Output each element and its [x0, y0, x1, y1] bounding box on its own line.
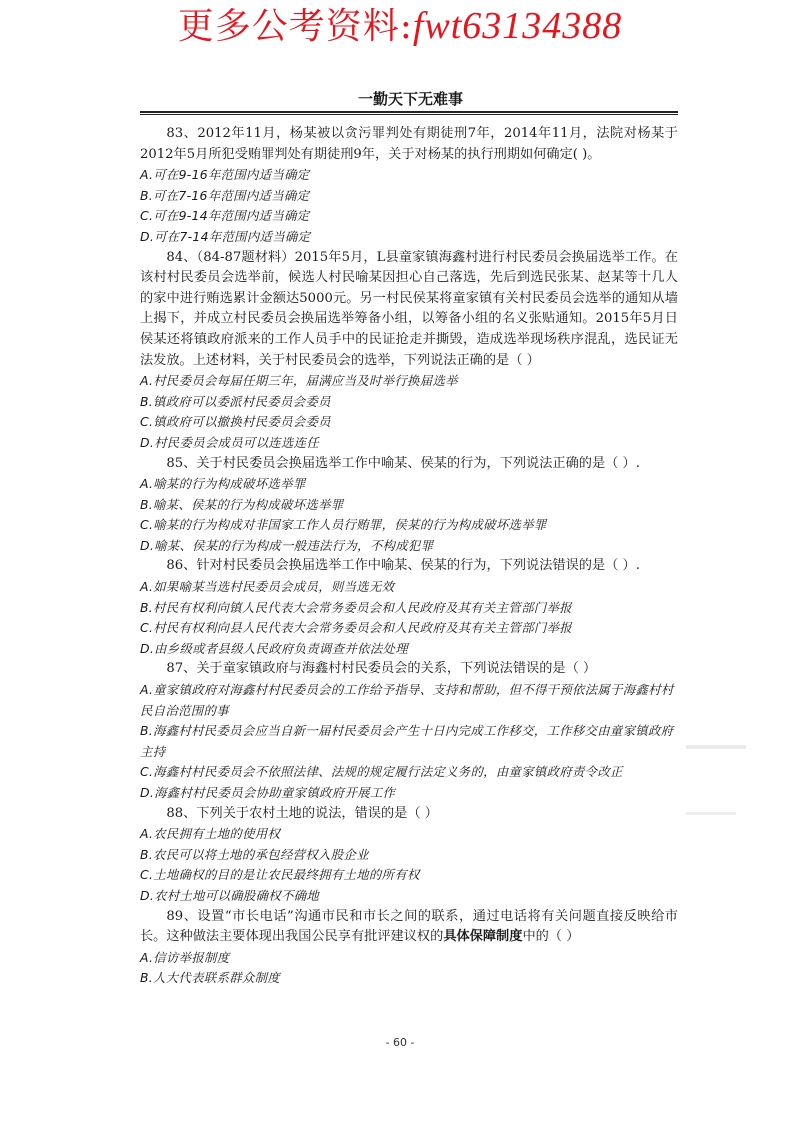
option: D.喻某、侯某的行为构成一般违法行为，不构成犯罪 [140, 537, 434, 553]
question-stem-text: 中的（ ） [522, 929, 580, 945]
option: A.如果喻某当选村民委员会成员，则当选无效 [140, 579, 395, 595]
option: B.人大代表联系群众制度 [140, 970, 280, 986]
option: C.土地确权的目的是让农民最终拥有土地的所有权 [140, 867, 420, 883]
scan-artifact [686, 745, 746, 749]
option: B.村民有权利向镇人民代表大会常务委员会和人民政府及其有关主管部门举报 [140, 599, 572, 615]
question-body [140, 124, 678, 989]
question-stem: 84、（84-87题材料）2015年5月，L县童家镇海鑫村进行村民委员会换届选举工作。在该村村民委员会选举前，候选人村民喻某因担心自己落选，先后到选民张某、赵某等十几人的家中进行贿选累计金额达5000元。另一村民侯某将童家镇有关村民委员会选举的通知从墙上揭下，并成立村民委员会换届选举筹备小组，以筹备小组的名义张贴通知。2015年5月日侯某还将镇政府派来的工作人员手中的民证抢走并撕毁，造成选举现场秩序混乱，选民证无法发放。上述材料，关于村民委员会的选举，下列说法正确的是（ ） [140, 249, 678, 368]
option: C.喻某的行为构成对非国家工作人员行贿罪，侯某的行为构成破坏选举罪 [140, 517, 547, 533]
header-rule [140, 111, 678, 113]
option: B.海鑫村村民委员会应当自新一届村民委员会产生十日内完成工作移交，工作移交由童家镇政府主持 [140, 723, 674, 759]
option: A.村民委员会每届任期三年，届满应当及时举行换届选举 [140, 373, 458, 389]
option: D.村民委员会成员可以连选连任 [140, 434, 320, 450]
header-rule-thin [140, 114, 678, 115]
option: C.镇政府可以撤换村民委员会委员 [140, 414, 331, 430]
watermark-prefix: 更多公考资料: [177, 6, 413, 47]
option: D.可在7-14年范围内适当确定 [140, 228, 311, 244]
question-stem: 83、2012年11月，杨某被以贪污罪判处有期徒刑7年，2014年11月，法院对杨某于2012年5月所犯受贿罪判处有期徒刑9年，关于对杨某的执行刑期如何确定( )。 [140, 126, 678, 162]
option: C.可在9-14年范围内适当确定 [140, 208, 310, 224]
option: A.童家镇政府对海鑫村村民委员会的工作给予指导、支持和帮助，但不得干预依法属于海鑫村村民自治范围的事 [140, 682, 674, 718]
option: B.可在7-16年范围内适当确定 [140, 187, 310, 203]
page-number: - 60 - [385, 1036, 415, 1049]
option: A.喻某的行为构成破坏选举罪 [140, 476, 306, 492]
question-stem-text: 89、设置“市长电话”沟通市民和市长之间的联系，通过电话将有关问题直接反映给市长。这种做法主要体现出我国公民享有批评建议权的 [140, 908, 678, 945]
question-stem: 85、关于村民委员会换届选举工作中喻某、侯某的行为，下列说法正确的是（ ）. [166, 455, 640, 471]
watermark-banner [0, 4, 800, 49]
option: D.海鑫村村民委员会协助童家镇政府开展工作 [140, 785, 396, 800]
question-stem: 86、针对村民委员会换届选举工作中喻某、侯某的行为，下列说法错误的是（ ）. [166, 558, 640, 574]
option: A.信访举报制度 [140, 949, 230, 965]
option: B.喻某、侯某的行为构成破坏选举罪 [140, 496, 344, 512]
option: D.农村土地可以确股确权不确地 [140, 887, 320, 903]
option: B.农民可以将土地的承包经营权入股企业 [140, 846, 369, 862]
option: C.海鑫村村民委员会不依照法律、法规的规定履行法定义务的，由童家镇政府责令改正 [140, 764, 623, 780]
question-stem: 88、下列关于农村土地的说法，错误的是（ ） [166, 805, 438, 821]
watermark-contact: fwt63134388 [412, 5, 623, 47]
running-title: 一勤天下无难事 [357, 90, 463, 108]
scan-artifact [686, 812, 736, 815]
option: C.村民有权利向县人民代表大会常务委员会和人民政府及其有关主管部门举报 [140, 620, 572, 636]
question-stem [140, 907, 678, 948]
option: D.由乡级或者县级人民政府负责调查并依法处理 [140, 640, 408, 656]
option: B.镇政府可以委派村民委员会委员 [140, 393, 331, 409]
emphasized-term: 具体保障制度 [443, 929, 523, 945]
question-stem: 87、关于童家镇政府与海鑫村村民委员会的关系，下列说法错误的是（ ） [166, 661, 597, 677]
option: A.可在9-16年范围内适当确定 [140, 167, 310, 183]
option: A.农民拥有土地的使用权 [140, 826, 281, 842]
